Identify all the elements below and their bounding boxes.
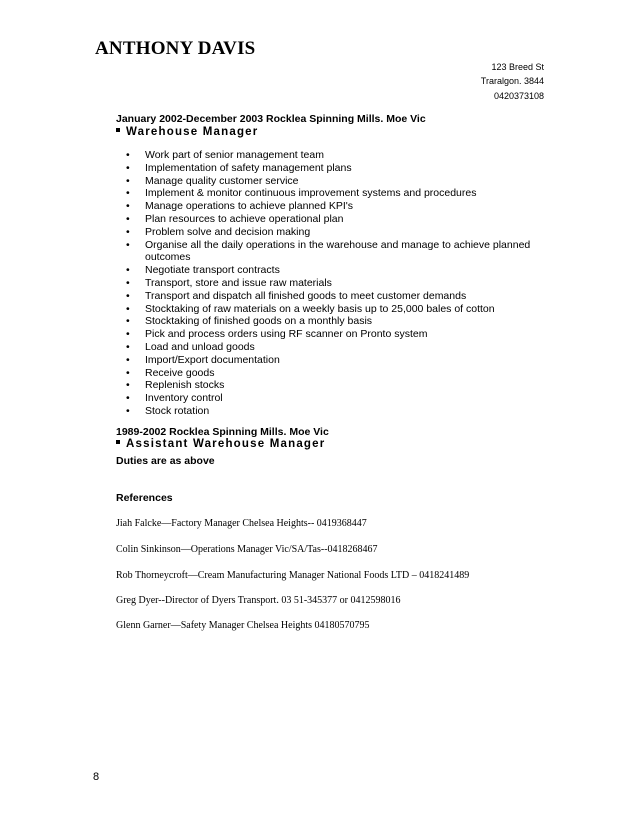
references-heading: References	[116, 492, 173, 504]
bullet-icon: •	[126, 264, 130, 277]
reference-item: Jiah Falcke—Factory Manager Chelsea Heights-- 0419368447	[116, 518, 367, 529]
duty-item	[116, 187, 556, 200]
duty-text: Stocktaking of finished goods on a monthly basis	[145, 315, 373, 328]
bullet-icon: •	[126, 187, 130, 200]
applicant-name: ANTHONY DAVIS	[95, 38, 256, 59]
job2-title-text: Assistant Warehouse Manager	[126, 438, 326, 450]
bullet-icon: •	[126, 302, 130, 315]
bullet-icon: •	[126, 276, 130, 289]
bullet-icon: •	[126, 174, 130, 187]
page-number: 8	[93, 771, 100, 783]
bullet-icon: •	[126, 238, 130, 251]
duty-item	[116, 175, 556, 188]
duty-text: Receive goods	[145, 366, 215, 379]
square-bullet-icon	[116, 440, 120, 444]
duty-text: Stocktaking of raw materials on a weekly basis up to 25,000 bales of cotton	[145, 302, 495, 315]
bullet-icon: •	[126, 379, 130, 392]
duty-text: Negotiate transport contracts	[145, 264, 280, 277]
duty-text: Import/Export documentation	[145, 353, 280, 366]
bullet-icon: •	[126, 212, 130, 225]
duty-item	[116, 303, 556, 316]
duty-item	[116, 405, 556, 418]
address-street: 123 Breed St	[491, 62, 544, 72]
bullet-icon: •	[126, 161, 130, 174]
bullet-icon: •	[126, 328, 130, 341]
job1-title	[116, 126, 258, 138]
bullet-icon: •	[126, 149, 130, 161]
duty-text: Problem solve and decision making	[145, 225, 311, 238]
bullet-icon: •	[126, 353, 130, 366]
duty-item	[116, 162, 556, 175]
duty-item	[116, 277, 556, 290]
duty-text: Manage quality customer service	[145, 174, 299, 187]
duty-item	[116, 341, 556, 354]
duty-text: Replenish stocks	[145, 379, 225, 392]
duty-item	[116, 379, 556, 392]
duty-item	[116, 367, 556, 380]
duty-text: Implementation of safety management plans	[145, 161, 352, 174]
reference-item: Colin Sinkinson—Operations Manager Vic/SA/Tas--0418268467	[116, 544, 378, 555]
job2-duties-note: Duties are as above	[116, 455, 215, 467]
bullet-icon: •	[126, 200, 130, 213]
duty-text: Organise all the daily operations in the warehouse and manage to achieve planned outcomes	[145, 238, 531, 264]
duty-item	[116, 264, 556, 277]
duty-item	[116, 239, 556, 265]
duty-text: Implement & monitor continuous improvement systems and procedures	[145, 187, 477, 200]
duty-text: Pick and process orders using RF scanner on Pronto system	[145, 328, 428, 341]
duty-item	[116, 328, 556, 341]
address-town: Traralgon. 3844	[480, 76, 544, 86]
square-bullet-icon	[116, 128, 120, 132]
bullet-icon: •	[126, 340, 130, 353]
duty-item	[116, 226, 556, 239]
job2-title	[116, 438, 325, 450]
duty-text: Manage operations to achieve planned KPI's	[145, 200, 354, 213]
duty-item	[116, 213, 556, 226]
job2-heading: 1989-2002 Rocklea Spinning Mills. Moe Vic	[116, 426, 329, 438]
duty-text: Load and unload goods	[145, 340, 255, 353]
bullet-icon: •	[126, 225, 130, 238]
reference-item: Glenn Garner—Safety Manager Chelsea Heights 04180570795	[116, 620, 370, 631]
duty-item	[116, 354, 556, 367]
bullet-icon: •	[126, 366, 130, 379]
duty-text: Plan resources to achieve operational plan	[145, 212, 344, 225]
duty-text: Transport, store and issue raw materials	[145, 276, 332, 289]
duty-item	[116, 149, 556, 162]
bullet-icon: •	[126, 289, 130, 302]
duty-text: Stock rotation	[145, 404, 210, 417]
reference-item: Greg Dyer--Director of Dyers Transport. 03 51-345377 or 0412598016	[116, 595, 401, 606]
bullet-icon: •	[126, 404, 130, 417]
job1-heading: January 2002-December 2003 Rocklea Spinning Mills. Moe Vic	[116, 113, 426, 125]
duty-item	[116, 392, 556, 405]
duty-item	[116, 290, 556, 303]
bullet-icon: •	[126, 315, 130, 328]
phone-number: 0420373108	[493, 91, 544, 101]
duty-item	[116, 200, 556, 213]
reference-item: Rob Thorneycroft—Cream Manufacturing Manager National Foods LTD – 0418241489	[116, 570, 470, 581]
job1-title-text: Warehouse Manager	[126, 126, 259, 138]
duty-text: Work part of senior management team	[145, 149, 324, 161]
duty-text: Inventory control	[145, 392, 223, 405]
duty-text: Transport and dispatch all finished goods to meet customer demands	[145, 289, 467, 302]
bullet-icon: •	[126, 392, 130, 405]
duty-item	[116, 315, 556, 328]
job1-duty-list	[116, 149, 556, 418]
